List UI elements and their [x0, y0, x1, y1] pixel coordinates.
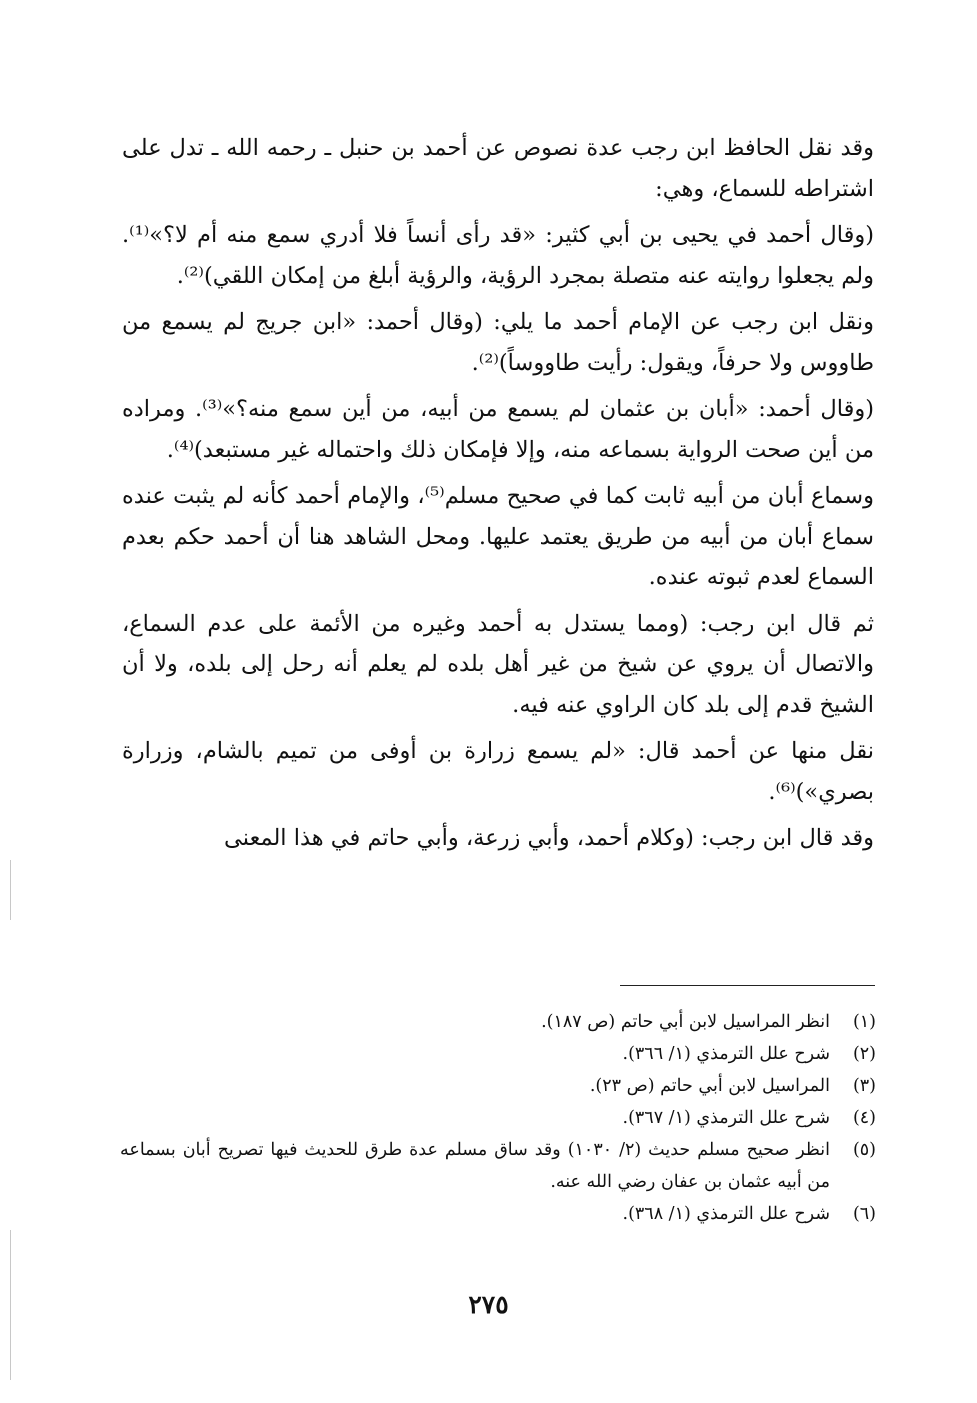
footnote-number: (٦) [852, 1204, 876, 1224]
main-text [122, 128, 874, 859]
footnote-number: (١) [852, 1012, 876, 1032]
paragraph: وقد نقل الحافظ ابن رجب عدة نصوص عن أحمد بن حنبل ـ رحمه الله ـ تدل على اشتراطه للسماع، وهي: [122, 135, 874, 202]
footnote [120, 1198, 876, 1230]
paragraph: (وقال أحمد في يحيى بن أبي كثير: «قد رأى أنساً فلا أدري سمع منه أم لا؟»⁽¹⁾. ولم يجعلوا روايته عنه متصلة بمجرد الرؤية، والرؤية أبلغ من إمكان اللقي)⁽²⁾. [122, 222, 874, 289]
footnote [120, 1006, 876, 1038]
footnote-separator [620, 985, 875, 986]
paragraph: نقل منها عن أحمد قال: «لم يسمع زرارة بن أوفى من تميم بالشام، وزرارة بصري»)⁽⁶⁾. [122, 738, 874, 805]
paragraph: وقد قال ابن رجب: (وكلام أحمد، وأبي زرعة، وأبي حاتم في هذا المعنى [224, 825, 874, 851]
page-number: ٢٧٥ [468, 1290, 509, 1319]
scan-edge-mark [10, 860, 11, 920]
footnotes [120, 1006, 876, 1230]
footnote [120, 1102, 876, 1134]
footnote-text: انظر صحيح مسلم حديث (٢/ ١٠٣٠) وقد ساق مسلم عدة طرق للحديث فيها تصريح أبان بسماعه من أبيه عثمان بن عفان رضي الله عنه. [120, 1140, 830, 1192]
footnote [120, 1038, 876, 1070]
footnote-text: المراسيل لابن أبي حاتم (ص ٢٣). [589, 1076, 830, 1096]
footnote [120, 1070, 876, 1102]
footnote-number: (٥) [852, 1140, 876, 1160]
footnote-text: شرح علل الترمذي (١/ ٣٦٨). [622, 1204, 830, 1224]
paragraph: (وقال أحمد: «أبان بن عثمان لم يسمع من أبيه، من أين سمع منه؟»⁽³⁾. ومراده من أين صحت الرواية بسماعه منه، وإلا فإمكان ذلك واحتماله غير مستبعد)⁽⁴⁾. [122, 396, 874, 463]
paragraph: ثم قال ابن رجب: (ومما يستدل به أحمد وغيره من الأئمة على عدم السماع، والاتصال أن يروي عن شيخ من غير أهل بلده لم يعلم أنه رحل إلى بلده، ولا أن الشيخ قدم إلى بلد كان الراوي عنه فيه. [122, 610, 874, 718]
footnote-number: (٤) [852, 1108, 876, 1128]
paragraph: وسماع أبان من أبيه ثابت كما في صحيح مسلم⁽⁵⁾، والإمام أحمد كأنه لم يثبت عنده سماع أبان من أبيه من طريق يعتمد عليها. ومحل الشاهد هنا أن أحمد حكم بعدم السماع لعدم ثبوته عنده. [122, 483, 874, 590]
footnote-text: شرح علل الترمذي (١/ ٣٦٦). [622, 1044, 830, 1064]
footnote-number: (٢) [852, 1044, 876, 1064]
footnote-text: انظر المراسيل لابن أبي حاتم (ص ١٨٧). [541, 1012, 830, 1032]
footnote-number: (٣) [852, 1076, 876, 1096]
footnote-text: شرح علل الترمذي (١/ ٣٦٧). [622, 1108, 830, 1128]
footnote [120, 1134, 876, 1198]
paragraph: ونقل ابن رجب عن الإمام أحمد ما يلي: (وقال أحمد: «ابن جريج لم يسمع من طاووس ولا حرفاً، ويقول: رأيت طاووساً)⁽²⁾. [122, 309, 874, 376]
